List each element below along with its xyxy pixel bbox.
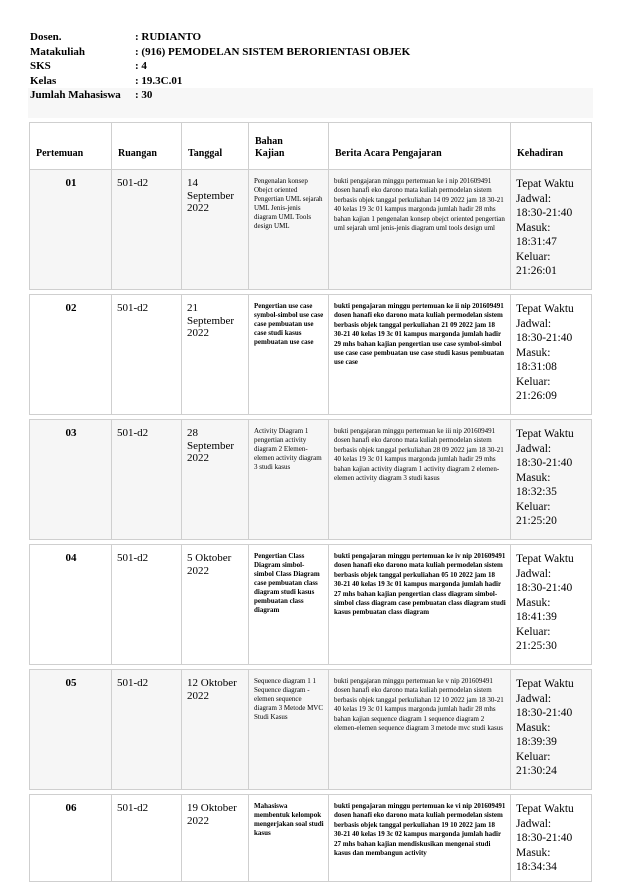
masuk-value: 18:34:34 <box>516 861 557 873</box>
info-row-kelas <box>30 74 592 89</box>
row-room: 501-d2 <box>112 545 182 665</box>
kelas-value: : 19.3C.01 <box>135 74 183 87</box>
dosen-value: : RUDIANTO <box>135 31 202 43</box>
row-number: 04 <box>30 545 112 665</box>
row-topic: Activity Diagram 1 pengertian activity diagram 2 Elemen-elemen activity diagram 3 studi kasus <box>249 420 329 540</box>
row-report: bukti pengajaran minggu pertemuan ke i nip 201609491 dosen hanafi eko darono mata kuliah permodelan sistem berbasis objek tanggal perkuliahan 14 09 2022 jam 18 30-21 40 kelas 19 3c 01 kampus margonda jumlah hadir 28 mhs bahan kajian 1 pengenalan konsep obejct oriented pengertian uml sejarah uml jenis-jenis diagram uml tools design uml <box>329 170 511 290</box>
masuk-label: Masuk: <box>516 471 551 484</box>
keluar-value: 21:30:24 <box>516 765 557 777</box>
row-topic: Pengertian use case symbol-simbol use case case pembuatan use case studi kasus pembuatan use case <box>249 295 329 415</box>
row-topic: Sequence diagram 1 1 Sequence diagram -elemen sequence diagram 3 Metode MVC Studi Kasus <box>249 670 329 790</box>
row-report: bukti pengajaran minggu pertemuan ke ii nip 201609491 dosen hanafi eko darono mata kuliah permodelan sistem berbasis objek tanggal perkuliahan 21 09 2022 jam 18 30-21 40 kelas 19 3c 01 kampus margonda jumlah hadir 29 mhs bahan kajian pengertian use case symbol-simbol use case case pembuatan use case studi kasus pembuatan use case <box>329 295 511 415</box>
jadwal-value: 18:30-21:40 <box>516 582 573 594</box>
dosen-label: Dosen. <box>30 31 62 43</box>
keluar-value: 21:25:20 <box>516 515 557 527</box>
course-info <box>30 30 592 103</box>
header-berita-acara: Berita Acara Pengajaran <box>329 123 511 170</box>
row-number: 06 <box>30 795 112 882</box>
table-header-row <box>30 123 592 170</box>
header-kehadiran: Kehadiran <box>511 123 592 170</box>
row-date: 28 September 2022 <box>182 420 249 540</box>
info-row-sks <box>30 59 592 74</box>
row-number: 02 <box>30 295 112 415</box>
header-ruangan: Ruangan <box>112 123 182 170</box>
table-row <box>30 295 592 415</box>
keluar-label: Keluar: <box>516 250 551 263</box>
attendance-status: Tepat Waktu <box>516 803 574 815</box>
jadwal-value: 18:30-21:40 <box>516 457 573 469</box>
masuk-label: Masuk: <box>516 846 551 859</box>
table-row <box>30 670 592 790</box>
attendance-status: Tepat Waktu <box>516 678 574 690</box>
attendance-status: Tepat Waktu <box>516 553 574 565</box>
masuk-label: Masuk: <box>516 346 551 359</box>
info-row-dosen <box>30 30 592 45</box>
header-bahan-line2: Kajian <box>255 148 285 159</box>
row-attendance <box>511 170 592 290</box>
sks-label: SKS <box>30 60 51 72</box>
row-topic: Pengenalan konsep Obejct oriented Pengertian UML sejarah UML Jenis-jenis diagram UML Tools design UML <box>249 170 329 290</box>
header-pertemuan: Pertemuan <box>30 123 112 170</box>
row-attendance <box>511 670 592 790</box>
row-room: 501-d2 <box>112 420 182 540</box>
row-attendance <box>511 545 592 665</box>
jumlah-label: Jumlah Mahasiswa <box>30 89 121 101</box>
row-room: 501-d2 <box>112 295 182 415</box>
keluar-label: Keluar: <box>516 750 551 763</box>
attendance-status: Tepat Waktu <box>516 428 574 440</box>
row-report: bukti pengajaran minggu pertemuan ke v nip 201609491 dosen hanafi eko darono mata kuliah permodelan sistem berbasis objek tanggal perkuliahan 12 10 2022 jam 18 30-21 40 kelas 19 3c 01 kampus margonda jumlah hadir 28 mhs bahan kajian sequence diagram 1 sequence diagram 2 elemen-elemen sequence diagram 3 metode mvc studi kasus <box>329 670 511 790</box>
row-number: 03 <box>30 420 112 540</box>
jadwal-value: 18:30-21:40 <box>516 332 573 344</box>
row-date: 14 September 2022 <box>182 170 249 290</box>
jadwal-label: Jadwal: <box>516 817 552 830</box>
header-tanggal: Tanggal <box>182 123 249 170</box>
row-attendance <box>511 795 592 882</box>
jadwal-value: 18:30-21:40 <box>516 832 573 844</box>
keluar-label: Keluar: <box>516 500 551 513</box>
jadwal-label: Jadwal: <box>516 567 552 580</box>
keluar-value: 21:26:01 <box>516 265 557 277</box>
jadwal-label: Jadwal: <box>516 442 552 455</box>
masuk-label: Masuk: <box>516 721 551 734</box>
row-date: 12 Oktober 2022 <box>182 670 249 790</box>
jadwal-value: 18:30-21:40 <box>516 707 573 719</box>
header-bahan-kajian <box>249 123 329 170</box>
sks-value: : 4 <box>135 60 147 72</box>
row-report: bukti pengajaran minggu pertemuan ke iii nip 201609491 dosen hanafi eko darono mata kuliah permodelan sistem berbasis objek tanggal perkuliahan 28 09 2022 jam 18 30-21 40 kelas 19 3c 01 kampus margonda jumlah hadir 29 mhs bahan kajian activity diagram 1 activity diagram 2 elemen-elemen activity diagram 3 studi kasus <box>329 420 511 540</box>
jadwal-label: Jadwal: <box>516 317 552 330</box>
attendance-status: Tepat Waktu <box>516 178 574 190</box>
masuk-label: Masuk: <box>516 596 551 609</box>
row-room: 501-d2 <box>112 670 182 790</box>
masuk-value: 18:31:47 <box>516 236 557 248</box>
table-row <box>30 795 592 882</box>
matkul-value: : (916) PEMODELAN SISTEM BERORIENTASI OBJEK <box>135 45 411 58</box>
row-report: bukti pengajaran minggu pertemuan ke vi nip 201609491 dosen hanafi eko darono mata kuliah permodelan sistem berbasis objek tanggal perkuliahan 19 10 2022 jam 18 30-21 40 kelas 19 3c 02 kampus margonda jumlah hadir 27 mhs bahan kajian mendiskusikan mengenai studi kasus dan membangun activity <box>329 795 511 882</box>
row-report: bukti pengajaran minggu pertemuan ke iv nip 201609491 dosen hanafi eko darono mata kuliah permodelan sistem berbasis objek tanggal perkuliahan 05 10 2022 jam 18 30-21 40 kelas 19 3c 01 kampus margonda jumlah hadir 27 mhs bahan kajian pengertian class diagram simbol-simbol class diagram case pembuatan class diagram studi kasus pembuatan class diagram <box>329 545 511 665</box>
row-date: 5 Oktober 2022 <box>182 545 249 665</box>
row-topic: Mahasiswa membentuk kelompok mengerjakan soal studi kasus <box>249 795 329 882</box>
keluar-label: Keluar: <box>516 625 551 638</box>
row-date: 21 September 2022 <box>182 295 249 415</box>
masuk-value: 18:32:35 <box>516 486 557 498</box>
row-date: 19 Oktober 2022 <box>182 795 249 882</box>
table-row <box>30 420 592 540</box>
kelas-label: Kelas <box>30 74 57 87</box>
row-topic: Pengertian Class Diagram simbol-simbol Class Diagram case pembuatan class diagram studi kasus pembuatan class diagram <box>249 545 329 665</box>
row-number: 01 <box>30 170 112 290</box>
row-room: 501-d2 <box>112 170 182 290</box>
masuk-label: Masuk: <box>516 221 551 234</box>
table-row <box>30 545 592 665</box>
attendance-status: Tepat Waktu <box>516 303 574 315</box>
jadwal-label: Jadwal: <box>516 192 552 205</box>
jadwal-value: 18:30-21:40 <box>516 207 573 219</box>
attendance-table <box>29 122 592 882</box>
keluar-label: Keluar: <box>516 375 551 388</box>
keluar-value: 21:26:09 <box>516 390 557 402</box>
jumlah-value: : 30 <box>135 89 153 101</box>
header-bahan-line1: Bahan <box>255 136 283 147</box>
matkul-label: Matakuliah <box>30 45 86 58</box>
info-row-matkul <box>30 45 592 60</box>
row-room: 501-d2 <box>112 795 182 882</box>
row-attendance <box>511 295 592 415</box>
table-row <box>30 170 592 290</box>
row-number: 05 <box>30 670 112 790</box>
masuk-value: 18:41:39 <box>516 611 557 623</box>
jadwal-label: Jadwal: <box>516 692 552 705</box>
row-attendance <box>511 420 592 540</box>
info-row-jumlah <box>30 88 592 103</box>
masuk-value: 18:39:39 <box>516 736 557 748</box>
keluar-value: 21:25:30 <box>516 640 557 652</box>
masuk-value: 18:31:08 <box>516 361 557 373</box>
